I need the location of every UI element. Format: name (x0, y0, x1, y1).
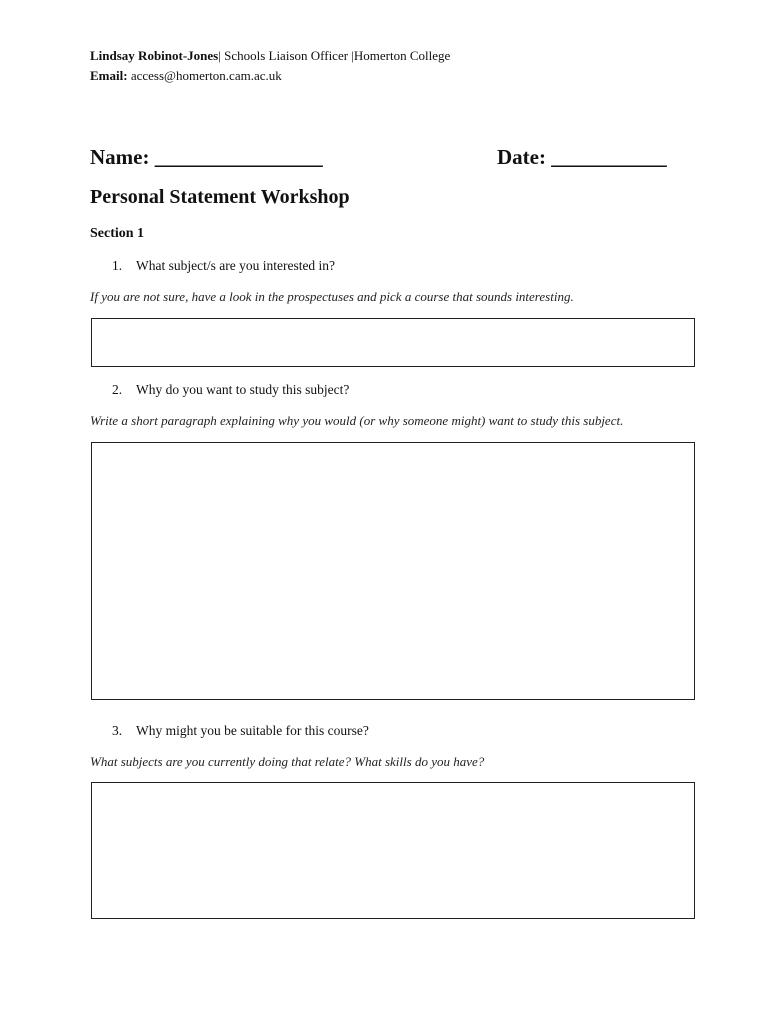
question-hint: If you are not sure, have a look in the prospectuses and pick a course that sounds interesting. (90, 289, 574, 304)
question-text: Why might you be suitable for this course? (136, 723, 369, 738)
question-number: 3. (112, 723, 123, 738)
section-heading: Section 1 (90, 226, 145, 241)
author-line (90, 48, 450, 64)
email-line (90, 68, 282, 84)
author-name: Lindsay Robinot-Jones (90, 48, 219, 63)
email-label: Email: (90, 68, 128, 83)
answer-box-3[interactable] (91, 782, 695, 919)
question-number: 2. (112, 382, 123, 397)
question-text: Why do you want to study this subject? (136, 382, 350, 397)
author-role: | Schools Liaison Officer |Homerton College (218, 48, 451, 63)
name-field[interactable]: Name: ________________ (90, 145, 323, 169)
question-number: 1. (112, 258, 123, 273)
answer-box-2[interactable] (91, 442, 695, 700)
date-field[interactable]: Date: ___________ (497, 145, 667, 169)
question-hint: What subjects are you currently doing that relate? What skills do you have? (90, 754, 485, 769)
question-hint: Write a short paragraph explaining why you would (or why someone might) want to study this subject. (90, 413, 624, 428)
answer-box-1[interactable] (91, 318, 695, 367)
question-text: What subject/s are you interested in? (136, 258, 336, 273)
page-title: Personal Statement Workshop (90, 186, 350, 208)
email-address[interactable]: access@homerton.cam.ac.uk (127, 68, 282, 83)
